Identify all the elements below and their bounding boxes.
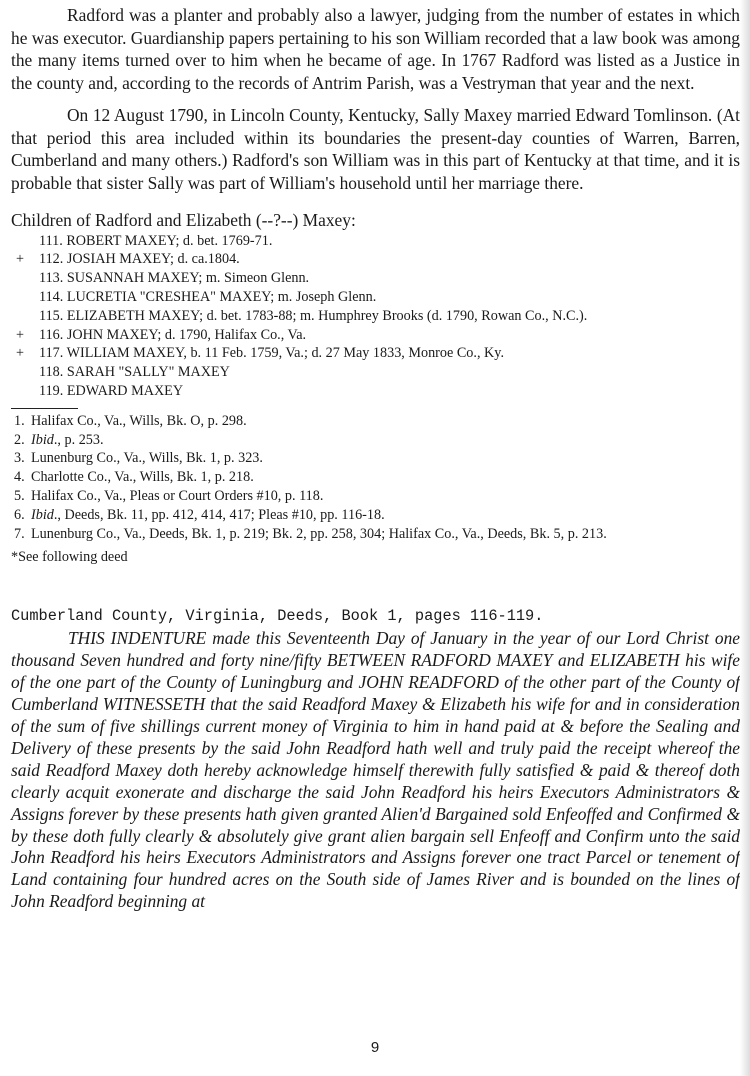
page-number: 9 (370, 1039, 380, 1056)
footnote-text: ., p. 253. (53, 431, 104, 448)
list-item (11, 344, 740, 363)
paragraph-sally-marriage: On 12 August 1790, in Lincoln County, Kentucky, Sally Maxey married Edward Tomlinson. (At that period this area included within its boundaries the present-day counties of Warren, Barren, Cumberland and many others.) Radford's son William was in this part of Kentucky at that time, and it is probable that sister Sally was part of William's household until her marriage there. (11, 104, 740, 193)
document-page (11, 4, 740, 913)
footnote (11, 468, 740, 487)
list-item (11, 382, 740, 401)
footnote-text: Lunenburg Co., Va., Wills, Bk. 1, p. 323. (31, 450, 263, 467)
footnote-number: 7. (14, 525, 25, 542)
child-entry: 117. WILLIAM MAXEY, b. 11 Feb. 1759, Va.; d. 27 May 1833, Monroe Co., Ky. (39, 345, 505, 362)
list-item (11, 307, 740, 326)
footnote-ibid: Ibid (31, 431, 54, 448)
descendant-marker: + (15, 251, 24, 268)
deed-source-heading: Cumberland County, Virginia, Deeds, Book 1, pages 116-119. (11, 607, 544, 626)
footnote (11, 506, 740, 525)
child-entry: 119. EDWARD MAXEY (39, 383, 184, 399)
footnote-text: Halifax Co., Va., Pleas or Court Orders #10, p. 118. (31, 487, 324, 504)
footnote-number: 3. (14, 450, 25, 467)
children-heading: Children of Radford and Elizabeth (--?--) Maxey: (11, 209, 356, 230)
footnote-text: Lunenburg Co., Va., Deeds, Bk. 1, p. 219; Bk. 2, pp. 258, 304; Halifax Co., Va., Deeds, Bk. 5, p. 213. (31, 525, 607, 542)
descendant-marker: + (15, 345, 24, 362)
list-item (11, 326, 740, 345)
paragraph-radford-career: Radford was a planter and probably also a lawyer, judging from the number of estates in which he was executor. Guardianship papers pertaining to his son William recorded that a law book was among the many items turned over to him when he became of age. In 1767 Radford was listed as a Justice in the county and, according to the records of Antrim Parish, was a Vestryman that year and the next. (11, 5, 740, 94)
footnote-number: 5. (14, 487, 25, 504)
child-entry: 114. LUCRETIA "CRESHEA" MAXEY; m. Joseph Glenn. (39, 289, 377, 306)
footnote (11, 431, 740, 450)
footnote (11, 525, 740, 544)
footnote-number: 1. (14, 412, 25, 429)
footnote-number: 2. (14, 431, 25, 448)
list-item (11, 250, 740, 269)
footnote (11, 412, 740, 431)
footnote-number: 4. (14, 469, 25, 486)
footnote (11, 449, 740, 468)
list-item (11, 363, 740, 382)
footnote-text: ., Deeds, Bk. 11, pp. 412, 414, 417; Pleas #10, pp. 116-18. (53, 506, 385, 523)
footnote-divider (11, 408, 78, 409)
descendant-marker: + (15, 326, 24, 343)
footnotes-list (11, 412, 740, 544)
child-entry: 112. JOSIAH MAXEY; d. ca.1804. (39, 251, 240, 268)
child-entry: 111. ROBERT MAXEY; d. bet. 1769-71. (39, 232, 273, 249)
child-entry: 116. JOHN MAXEY; d. 1790, Halifax Co., Va. (39, 326, 307, 343)
list-item (11, 232, 740, 251)
footnote-text: Charlotte Co., Va., Wills, Bk. 1, p. 218. (31, 469, 254, 486)
footnote-ibid: Ibid (31, 506, 54, 523)
child-entry: 115. ELIZABETH MAXEY; d. bet. 1783-88; m. Humphrey Brooks (d. 1790, Rowan Co., N.C.). (39, 307, 588, 324)
child-entry: 118. SARAH "SALLY" MAXEY (39, 364, 230, 381)
children-list (11, 232, 740, 401)
footnote (11, 487, 740, 506)
see-following-note: *See following deed (11, 549, 128, 566)
scan-edge-shadow (740, 0, 750, 1076)
child-entry: 113. SUSANNAH MAXEY; m. Simeon Glenn. (39, 270, 310, 287)
deed-transcription: THIS INDENTURE made this Seventeenth Day of January in the year of our Lord Christ one thousand Seven hundred and forty nine/fifty BETWEEN RADFORD MAXEY and ELIZABETH his wife of the one part of the County of Luningburg and JOHN READFORD of the other part of the County of Cumberland WITNESSETH that the said Readford Maxey & Elizabeth his wife for and in consideration of the sum of five shillings current money of Virginia to him in hand paid at & before the Sealing and Delivery of these presents by the said John Readford hath well and truly paid the receipt whereof the said Readford Maxey doth hereby acknowledge himself therewith fully satisfied & paid & thereof doth clearly acquit exonerate and discharge the said John Readford his heirs Executors Administrators & Assigns forever by these presents hath given granted Alien'd Bargained sold Enfeoffed and Confirmed & by these doth fully clearly & absolutely give grant alien bargain sell Enfeoff and Confirm unto the said John Readford his heirs Executors Administrators and Assigns forever one tract Parcel or tenement of Land containing four hundred acres on the South side of James River and is bounded on the lines of John Readford beginning at (11, 628, 740, 912)
footnote-number: 6. (14, 506, 25, 523)
list-item (11, 269, 740, 288)
list-item (11, 288, 740, 307)
footnote-text: Halifax Co., Va., Wills, Bk. O, p. 298. (31, 412, 247, 429)
